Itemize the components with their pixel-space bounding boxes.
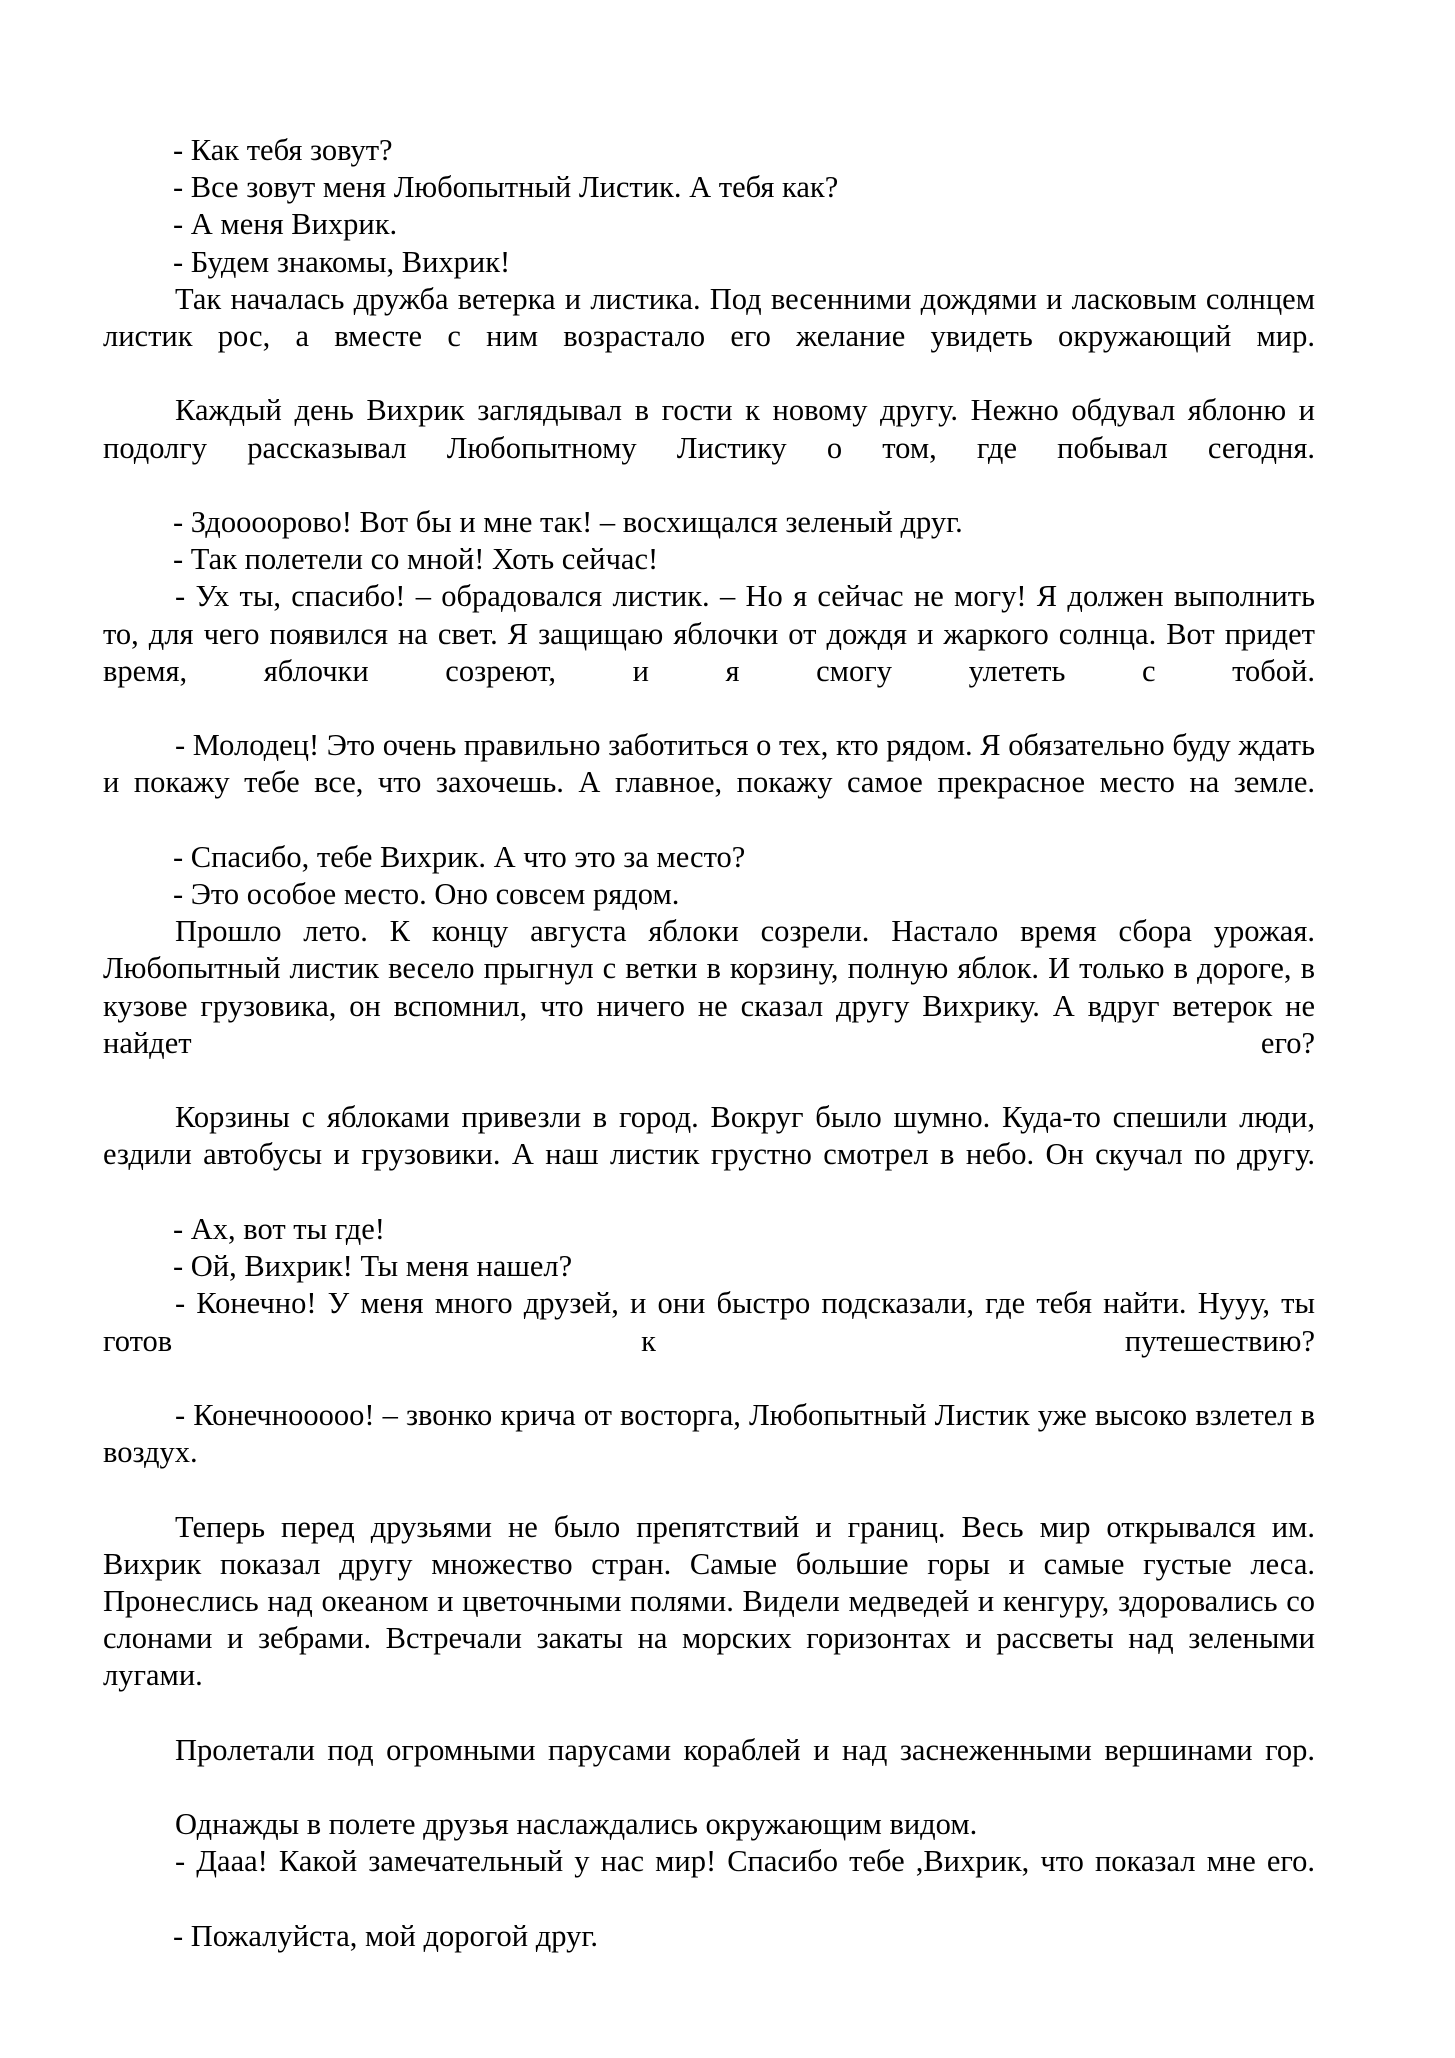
paragraph-dialogue: - Будем знакомы, Вихрик! [173, 244, 511, 279]
paragraph-dialogue: - Ах, вот ты где! [173, 1211, 385, 1246]
paragraph-narrative: - Молодец! Это очень правильно заботиться о тех, кто рядом. Я обязательно буду ждать и покажу тебе все, что захочешь. А главное, покажу самое прекрасное место на земле. [103, 728, 1323, 800]
paragraph-narrative: Теперь перед друзьями не было препятствий и границ. Весь мир открывался им. Вихрик показал другу множество стран. Самые большие горы и самые густые леса. Пронеслись над океаном и цветочными полями. Видели медведей и кенгуру, здоровались со слонами и зебрами. Встречали закаты на морских горизонтах и рассветы над зелеными лугами. [103, 1509, 1323, 1693]
paragraph-dialogue: - Ой, Вихрик! Ты меня нашел? [173, 1249, 573, 1284]
paragraph-dialogue: - Так полетели со мной! Хоть сейчас! [173, 542, 659, 577]
paragraph-narrative: Однажды в полете друзья наслаждались окружающим видом. [175, 1807, 978, 1842]
paragraph-dialogue: - Как тебя зовут? [173, 133, 393, 167]
paragraph-narrative: - Дааа! Какой замечательный у нас мир! Спасибо тебе ,Вихрик, что показал мне его. [175, 1844, 1315, 1879]
paragraph-dialogue: - Спасибо, тебе Вихрик. А что это за место? [173, 839, 746, 874]
paragraph-narrative: Каждый день Вихрик заглядывал в гости к новому другу. Нежно обдувал яблоню и подолгу рассказывал Любопытному Листику о том, где побывал сегодня. [103, 393, 1323, 465]
paragraph-narrative: Так началась дружба ветерка и листика. Под весенними дождями и ласковым солнцем листик рос, а вместе с ним возрастало его желание увидеть окружающий мир. [103, 281, 1323, 354]
paragraph-dialogue: - Это особое место. Оно совсем рядом. [173, 877, 680, 912]
paragraph-dialogue: - Все зовут меня Любопытный Листик. А тебя как? [173, 170, 839, 205]
paragraph-dialogue: - А меня Вихрик. [173, 207, 398, 242]
paragraph-narrative: - Конечно! У меня много друзей, и они быстро подсказали, где тебя найти. Нууу, ты готов к путешествию? [103, 1286, 1323, 1358]
story-text-body [103, 132, 1323, 1955]
paragraph-narrative: Прошло лето. К концу августа яблоки созрели. Настало время сбора урожая. Любопытный листик весело прыгнул с ветки в корзину, полную яблок. И только в дороге, в кузове грузовика, он вспомнил, что ничего не сказал другу Вихрику. А вдруг ветерок не найдет его? [103, 914, 1323, 1060]
paragraph-narrative: - Ух ты, спасибо! – обрадовался листик. – Но я сейчас не могу! Я должен выполнить то, для чего появился на свет. Я защищаю яблочки от дождя и жаркого солнца. Вот придет время, яблочки созреют, и я смогу улететь с тобой. [103, 579, 1323, 688]
paragraph-narrative: Корзины с яблоками привезли в город. Вокруг было шумно. Куда-то спешили люди, ездили автобусы и грузовики. А наш листик грустно смотрел в небо. Он скучал по другу. [103, 1100, 1323, 1172]
paragraph-narrative: - Конечнооооо! – звонко крича от восторга, Любопытный Листик уже высоко взлетел в воздух. [103, 1397, 1323, 1470]
paragraph-dialogue: - Здоооорово! Вот бы и мне так! – восхищался зеленый друг. [173, 505, 963, 540]
paragraph-narrative: Пролетали под огромными парусами кораблей и над заснеженными вершинами гор. [175, 1732, 1315, 1767]
paragraph-dialogue: - Пожалуйста, мой дорогой друг. [173, 1918, 599, 1953]
